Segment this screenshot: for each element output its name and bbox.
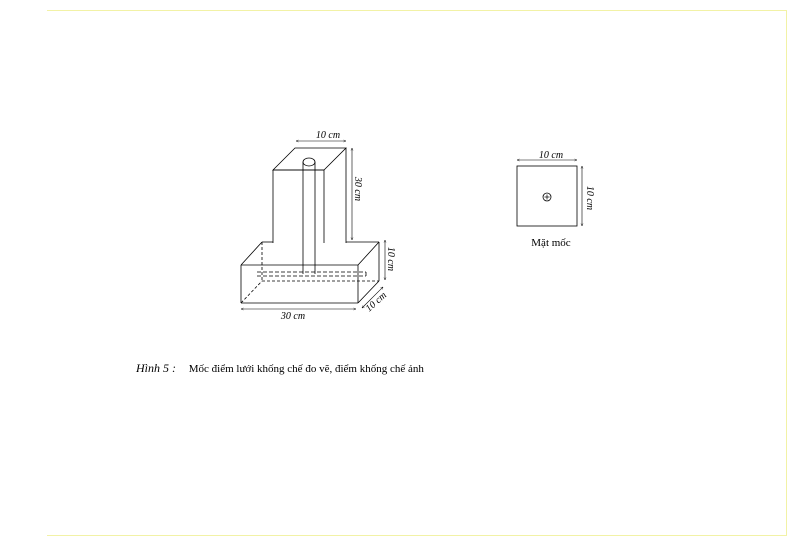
base-height-label: 10 cm — [385, 246, 396, 272]
base-length-label: 30 cm — [280, 311, 306, 322]
face-width-label: 10 cm — [538, 150, 564, 161]
marker-base — [241, 242, 379, 303]
caption-text: Mốc điểm lưới khống chế đo vẽ, điểm khống chế ảnh — [188, 363, 424, 375]
marker-face-drawing — [517, 160, 582, 226]
marker-3d-drawing — [241, 141, 385, 309]
base-depth-label: 10 cm — [363, 289, 389, 315]
face-height-label: 10 cm — [584, 185, 595, 211]
figure-number: Hình 5 : — [136, 361, 176, 375]
marker-face-title: Mặt mốc — [531, 237, 571, 249]
figure-caption — [136, 361, 424, 376]
column-height-label: 30 cm — [352, 176, 363, 202]
rebar-pin — [303, 158, 315, 274]
top-width-label: 10 cm — [315, 130, 341, 141]
